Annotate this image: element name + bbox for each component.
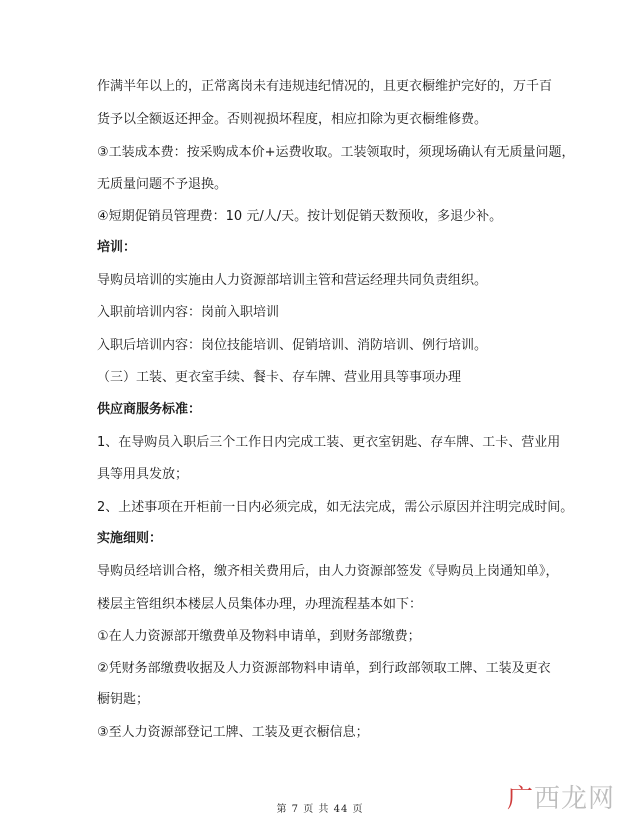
site-watermark	[507, 783, 615, 815]
body-text-line: 货予以全额返还押金。否则视损坏程度，相应扣除为更衣橱维修费。	[97, 112, 488, 127]
body-text-line: 入职前培训内容：岗前入职培训	[97, 305, 280, 320]
body-text-line: ③至人力资源部登记工牌、工装及更衣橱信息；	[97, 725, 369, 740]
body-text-line: 楼层主管组织本楼层人员集体办理，办理流程基本如下：	[97, 597, 423, 612]
body-text-line: 2、上述事项在开柜前一日内必须完成，如无法完成，需公示原因并注明完成时间。	[97, 500, 574, 515]
body-text-line: ②凭财务部缴费收据及人力资源部物料申请单，到行政部领取工牌、工装及更衣	[97, 661, 551, 676]
page-number-footer: 第 7 页 共 44 页	[276, 804, 364, 815]
body-text-line: 无质量问题不予退换。	[97, 177, 228, 192]
body-text-line: 具等用具发放；	[97, 467, 189, 482]
body-text-line: 1、在导购员入职后三个工作日内完成工装、更衣室钥匙、存车牌、工卡、营业用	[97, 435, 561, 450]
section-heading-implementation: 实施细则：	[97, 531, 163, 546]
body-text-line: 作满半年以上的，正常离岗未有违规违纪情况的，且更衣橱维护完好的，万千百	[97, 79, 553, 94]
body-text-line: ④短期促销员管理费：10 元/人/天。按计划促销天数预收，多退少补。	[97, 209, 503, 224]
subsection-title: （三）工装、更衣室手续、餐卡、存车牌、营业用具等事项办理	[97, 370, 462, 385]
watermark-accent-char: 广	[507, 784, 535, 814]
body-text-line: 导购员培训的实施由人力资源部培训主管和营运经理共同负责组织。	[97, 273, 488, 288]
body-text-line: ①在人力资源部开缴费单及物料申请单，到财务部缴费；	[97, 629, 421, 644]
watermark-rest: 西龙网	[534, 784, 616, 814]
section-heading-supplier-standard: 供应商服务标准：	[97, 402, 202, 417]
body-text-line: ③工装成本费：按采购成本价+运费收取。工装领取时，须现场确认有无质量问题，	[97, 145, 575, 160]
body-text-line: 橱钥匙；	[97, 692, 150, 707]
section-heading-training: 培训：	[97, 240, 137, 255]
body-text-line: 入职后培训内容：岗位技能培训、促销培训、消防培训、例行培训。	[97, 338, 488, 353]
body-text-line: 导购员经培训合格，缴齐相关费用后，由人力资源部签发《导购员上岗通知单》，	[97, 564, 559, 579]
